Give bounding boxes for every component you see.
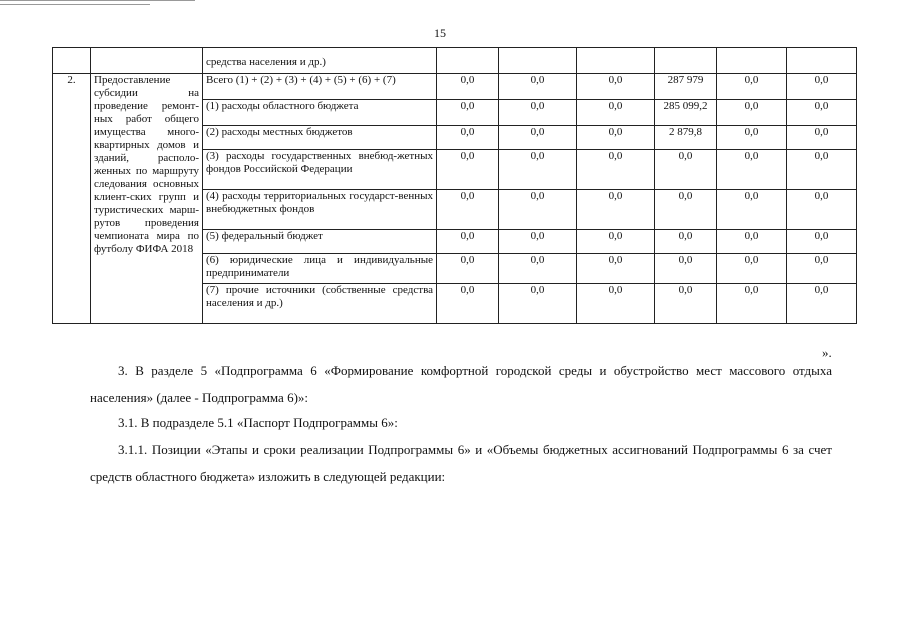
value-cell: 0,0: [787, 230, 857, 254]
value-cell: 287 979: [655, 74, 717, 100]
value-cell: 0,0: [655, 190, 717, 230]
funding-source: (7) прочие источники (собственные средства населения и др.): [203, 284, 437, 324]
value-cell: 0,0: [717, 190, 787, 230]
funding-source: (5) федеральный бюджет: [203, 230, 437, 254]
value-cell: 0,0: [717, 150, 787, 190]
value-cell: 0,0: [717, 230, 787, 254]
value-cell: 0,0: [499, 254, 577, 284]
value-cell: 0,0: [717, 100, 787, 126]
value-cell: 0,0: [499, 150, 577, 190]
value-cell: 0,0: [787, 284, 857, 324]
value-cell: 0,0: [577, 284, 655, 324]
value-cell: 0,0: [437, 100, 499, 126]
value-cell: 0,0: [787, 190, 857, 230]
value-cell: 0,0: [717, 74, 787, 100]
value-cell: 0,0: [499, 100, 577, 126]
value-cell: 0,0: [655, 230, 717, 254]
value-cell: 0,0: [717, 254, 787, 284]
value-cell: 0,0: [655, 150, 717, 190]
prev-row-cell: [577, 48, 655, 74]
funding-source: (3) расходы государственных внебюд-жетных фондов Российской Федерации: [203, 150, 437, 190]
prev-row-name: [91, 48, 203, 74]
value-cell: 0,0: [717, 126, 787, 150]
value-cell: 0,0: [437, 126, 499, 150]
value-cell: 0,0: [577, 150, 655, 190]
closing-quote: ».: [822, 345, 832, 360]
value-cell: 0,0: [787, 100, 857, 126]
top-rule: [0, 0, 195, 1]
prev-row-source: средства населения и др.): [203, 48, 437, 74]
value-cell: 0,0: [655, 254, 717, 284]
value-cell: 0,0: [499, 230, 577, 254]
table-row-prev: [53, 48, 857, 74]
paragraph-3-1-1: 3.1.1. Позиции «Этапы и сроки реализации Подпрограммы 6» и «Объемы бюджетных ассигнований Подпрограммы 6 за счет средств областного бюджета» изложить в следующей редакции:: [90, 442, 832, 484]
prev-row-cell: [499, 48, 577, 74]
value-cell: 0,0: [787, 254, 857, 284]
value-cell: 0,0: [577, 254, 655, 284]
value-cell: 0,0: [499, 284, 577, 324]
prev-row-cell: [655, 48, 717, 74]
value-cell: 0,0: [787, 126, 857, 150]
value-cell: 0,0: [437, 254, 499, 284]
value-cell: 0,0: [499, 190, 577, 230]
value-cell: 0,0: [655, 284, 717, 324]
prev-row-cell: [717, 48, 787, 74]
value-cell: 0,0: [499, 126, 577, 150]
paragraph-3: 3. В разделе 5 «Подпрограмма 6 «Формирование комфортной городской среды и обустройство мест массового отдыха населения» (далее - Подпрограмма 6)»:: [90, 363, 832, 405]
page-number: 15: [434, 26, 446, 40]
prev-row-no: [53, 48, 91, 74]
value-cell: 0,0: [437, 284, 499, 324]
row-number: 2.: [53, 74, 91, 324]
budget-table: [52, 47, 857, 324]
value-cell: 0,0: [577, 230, 655, 254]
prev-row-cell: [787, 48, 857, 74]
value-cell: 0,0: [577, 190, 655, 230]
top-rule-short: [0, 4, 150, 5]
value-cell: 0,0: [437, 150, 499, 190]
funding-source: (2) расходы местных бюджетов: [203, 126, 437, 150]
funding-source: (4) расходы территориальных государст-венных внебюджетных фондов: [203, 190, 437, 230]
funding-source: (1) расходы областного бюджета: [203, 100, 437, 126]
value-cell: 0,0: [437, 74, 499, 100]
value-cell: 0,0: [787, 150, 857, 190]
value-cell: 0,0: [577, 100, 655, 126]
value-cell: 0,0: [499, 74, 577, 100]
value-cell: 2 879,8: [655, 126, 717, 150]
value-cell: 285 099,2: [655, 100, 717, 126]
value-cell: 0,0: [577, 126, 655, 150]
table-row: [53, 74, 857, 100]
measure-name: Предоставление субсидии на проведение ремонт-ных работ общего имущества много-квартирных домов и зданий, располо-женных по маршруту следования основных клиент-ских групп и туристических марш-рутов проведения чемпионата мира по футболу ФИФА 2018: [91, 74, 203, 324]
prev-row-cell: [437, 48, 499, 74]
paragraph-3-1: 3.1. В подразделе 5.1 «Паспорт Подпрограммы 6»:: [118, 415, 398, 430]
value-cell: 0,0: [437, 230, 499, 254]
value-cell: 0,0: [717, 284, 787, 324]
funding-source: Всего (1) + (2) + (3) + (4) + (5) + (6) + (7): [203, 74, 437, 100]
value-cell: 0,0: [437, 190, 499, 230]
value-cell: 0,0: [787, 74, 857, 100]
funding-source: (6) юридические лица и индивидуальные предприниматели: [203, 254, 437, 284]
value-cell: 0,0: [577, 74, 655, 100]
